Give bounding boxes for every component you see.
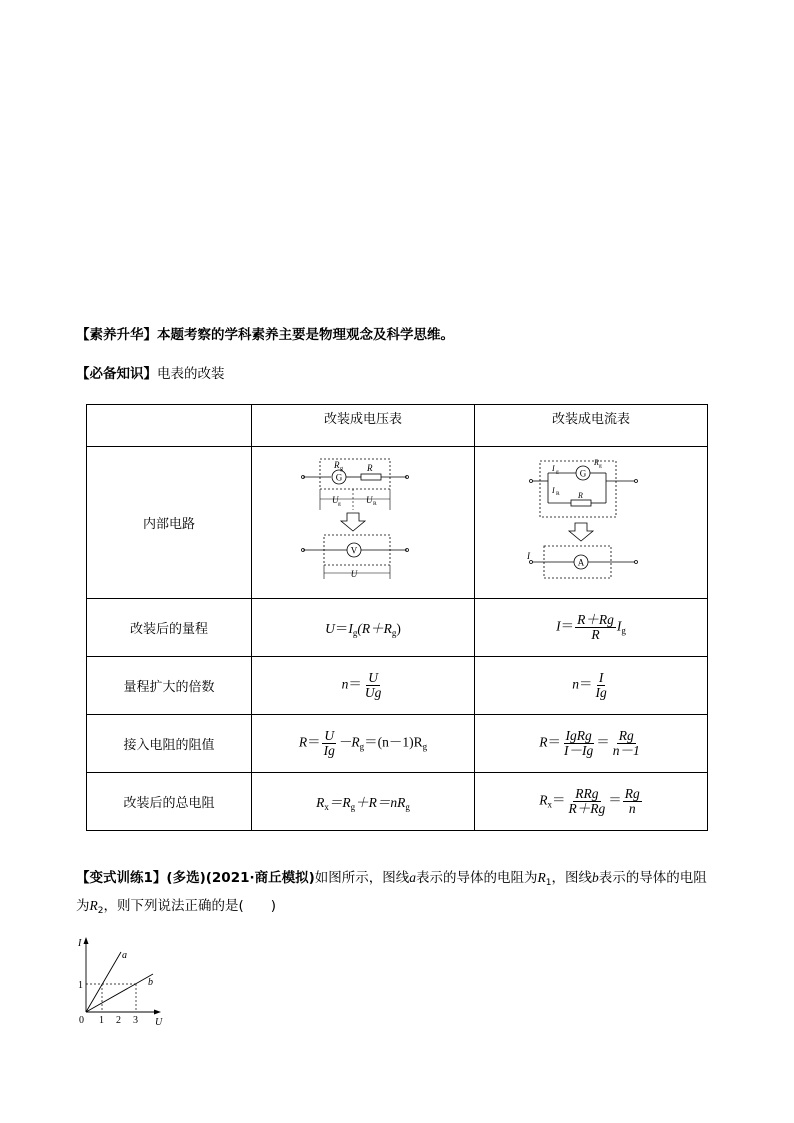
ammeter-circuit-cell [475,447,708,599]
header-ammeter: 改装成电流表 [475,405,708,447]
exercise-var: R [537,870,546,885]
voltmeter-total-formula [252,773,475,831]
exercise-var: b [592,870,599,885]
formula-sub: x [324,802,329,812]
label-ig-sub: g [556,468,559,475]
formula-text: ＝ [547,734,561,750]
formula-text: ＝ [552,792,566,808]
fraction-denominator: I－Ig [564,743,594,758]
exercise-line-2 [76,896,276,921]
table-row-range [87,599,708,657]
down-arrow-icon [341,513,365,531]
resistor-symbol [361,474,381,480]
formula-fraction [575,613,616,642]
formula-text: ＝ [608,792,622,808]
galvanometer-label: G [335,472,343,482]
fraction-numerator: U [324,728,335,743]
voltmeter-resistance-formula [252,715,475,773]
knowledge-paragraph [76,364,225,384]
formula-text: n [341,676,349,692]
exercise-text: ，则下列说法正确的是( ) [103,898,277,914]
formula-text: ＝ [334,621,349,636]
origin-label: 0 [79,1015,84,1026]
ammeter-resistance-formula [475,715,708,773]
row-label-circuit: 内部电路 [87,447,252,599]
fraction-numerator: IgRg [565,728,592,743]
table-row-multiple [87,657,708,715]
fraction-denominator: R＋Rg [568,801,606,816]
header-voltmeter: 改装成电压表 [252,405,475,447]
y-axis-label: I [78,938,82,949]
fraction-numerator: R＋Rg [577,612,614,627]
formula-text: R [298,734,308,750]
ammeter-label: A [577,557,585,567]
ammeter-total-formula [475,773,708,831]
x-tick-2: 2 [116,1015,121,1026]
exercise-text: ，图线 [551,870,593,886]
formula-text: I [348,621,353,636]
fraction-numerator: Rg [618,728,634,743]
label-ig: I [552,463,555,473]
literacy-tag: 【素养升华】 [76,327,157,343]
x-tick-3: 3 [133,1015,138,1026]
formula-text: ＝(n－1)R [364,734,423,750]
exercise-text: 表示的导体的电阻 [598,870,707,886]
literacy-text: 本题考察的学科素养主要是物理观念及科学思维。 [157,327,454,343]
formula-text: ＝ [579,676,593,692]
shunt-resistor-symbol [571,500,591,506]
exercise-text: 为 [76,898,90,914]
down-arrow-icon [569,523,593,541]
formula-text: R [539,734,548,750]
formula-fraction [562,729,595,758]
row-label-multiple: 量程扩大的倍数 [87,657,252,715]
label-r: R [367,462,373,473]
label-ir: I [552,485,555,495]
formula-sub: x [547,799,552,810]
exercise-sub: 2 [97,906,104,916]
formula-sub: g [405,802,410,812]
formula-sub: g [350,802,356,812]
ammeter-circuit-diagram [527,455,651,587]
formula-text: ) [396,621,401,636]
label-ur: U [366,494,373,505]
knowledge-text: 电表的改装 [157,366,225,382]
formula-sub: g [422,741,428,752]
ammeter-multiple-formula [475,657,708,715]
x-axis-arrow-icon [154,1010,161,1015]
meter-conversion-table [86,404,708,831]
formula-text: n [572,676,579,692]
label-rg-a: R [594,457,599,467]
formula-fraction [611,729,642,758]
x-tick-1: 1 [99,1015,104,1026]
formula-text: ＝ [348,676,362,692]
knowledge-tag: 【必备知识】 [76,366,157,382]
exercise-line-1 [76,868,707,893]
line-b [86,974,153,1012]
formula-sub: g [352,628,358,638]
label-ug: U [332,494,339,505]
fraction-denominator: n [628,801,636,816]
label-rg-sub: g [340,465,343,472]
exercise-var: R [89,898,98,913]
formula-sub: g [621,625,626,636]
label-i: I [527,550,530,561]
label-ug-sub: g [338,500,341,507]
label-u: U [350,568,358,579]
formula-fraction [594,671,609,700]
formula-text: R [539,792,548,808]
table-row-circuit [87,447,708,599]
literacy-paragraph [76,325,454,345]
line-b-label: b [148,977,153,988]
fraction-numerator: I [598,670,604,685]
fraction-numerator: Rg [624,786,640,801]
formula-fraction [567,787,608,816]
label-rg-a-sub: g [599,462,602,469]
iu-graph [74,934,174,1030]
formula-text: I [616,618,622,634]
exercise-sub: 1 [545,878,552,888]
exercise-text: 如图所示，图线 [314,870,410,886]
row-label-range: 改装后的量程 [87,599,252,657]
fraction-denominator: Ig [595,685,607,700]
exercise-tag: 【变式训练1】(多选)(2021·商丘模拟) [76,870,315,886]
formula-text: U [325,621,335,636]
fraction-numerator: RRg [575,786,599,801]
row-label-total: 改装后的总电阻 [87,773,252,831]
formula-fraction [363,671,384,700]
row-label-resistance: 接入电阻的阻值 [87,715,252,773]
formula-fraction [623,787,642,816]
line-a [86,952,121,1012]
voltmeter-range-formula [252,599,475,657]
y-tick-1: 1 [78,980,83,991]
formula-fraction [322,729,337,758]
fraction-denominator: Ig [323,743,335,758]
formula-text: I [556,618,561,634]
x-axis-label: U [155,1017,163,1028]
header-empty-cell [87,405,252,447]
formula-sub: g [391,628,397,638]
formula-text: ＝R [328,795,351,810]
table-row-resistance [87,715,708,773]
label-r-a: R [578,490,583,500]
label-ur-sub: R [373,500,377,507]
line-a-label: a [122,950,127,961]
fraction-denominator: R [591,627,600,642]
voltmeter-circuit-cell [252,447,475,599]
label-ir-sub: R [556,490,560,497]
table-header-row [87,405,708,447]
y-axis-arrow-icon [84,937,89,944]
formula-text: (R＋R [357,621,392,636]
ammeter-galvanometer-label: G [579,468,587,478]
formula-text: ＝ [307,734,321,750]
exercise-var: a [409,870,417,885]
fraction-denominator: n－1 [612,743,640,758]
voltmeter-circuit-diagram [303,455,423,587]
formula-text: －R [337,734,360,750]
formula-text: ＝ [596,734,610,750]
formula-text: R [316,795,325,810]
ammeter-range-formula [475,599,708,657]
formula-sub: g [359,741,365,752]
label-rg: R [334,459,340,470]
fraction-denominator: Ug [364,685,382,700]
voltmeter-label: V [350,545,358,555]
table-row-total [87,773,708,831]
voltmeter-multiple-formula [252,657,475,715]
fraction-numerator: U [368,670,378,685]
exercise-text: 表示的导体的电阻为 [416,870,538,886]
formula-text: ＋R＝nR [355,795,406,810]
formula-text: ＝ [560,618,575,634]
